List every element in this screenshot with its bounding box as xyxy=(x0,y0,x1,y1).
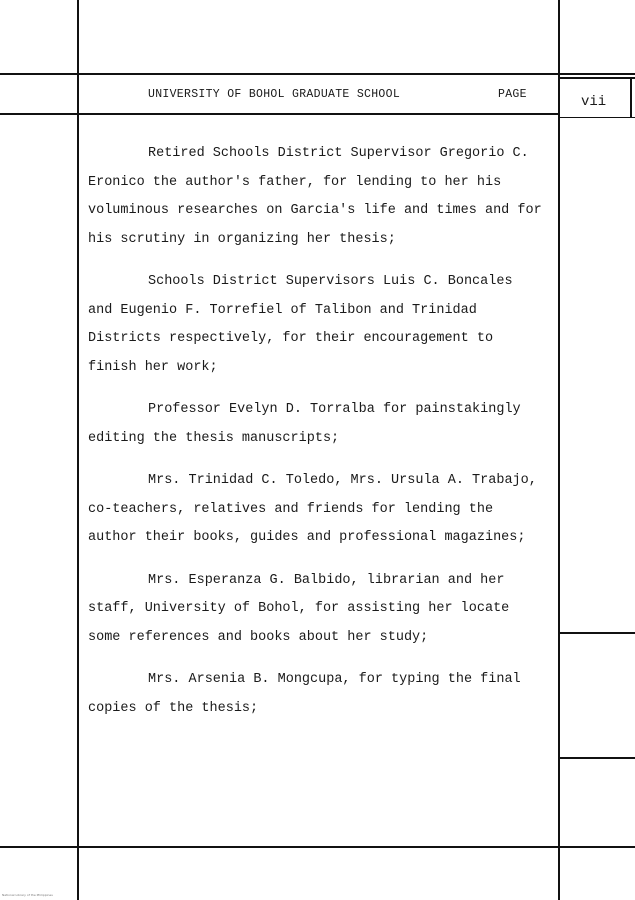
paragraph-line: finish her work; xyxy=(88,359,218,375)
acknowledgement-paragraph xyxy=(88,140,556,254)
paragraph-line: Schools District Supervisors Luis C. Boncales xyxy=(148,274,513,289)
acknowledgement-paragraph xyxy=(88,567,556,653)
acknowledgement-paragraph xyxy=(88,666,556,723)
paragraph-line: some references and books about her study; xyxy=(88,629,429,645)
paragraph-line: voluminous researches on Garcia's life and times and for xyxy=(88,203,542,218)
acknowledgement-paragraph xyxy=(88,467,556,553)
margin-tick xyxy=(560,632,635,634)
margin-tick xyxy=(560,77,635,79)
paragraph-line: and Eugenio F. Torrefiel of Talibon and Trinidad xyxy=(88,302,477,318)
paragraph-line: Mrs. Arsenia B. Mongcupa, for typing the final xyxy=(148,672,521,687)
acknowledgement-paragraph xyxy=(88,268,556,382)
acknowledgement-body xyxy=(88,140,556,737)
paragraph-line: Mrs. Esperanza G. Balbido, librarian and her xyxy=(148,572,505,588)
paragraph-line: co-teachers, relatives and friends for lending the xyxy=(88,501,494,517)
paragraph-line: copies of the thesis; xyxy=(88,700,259,716)
left-margin-rule xyxy=(77,0,79,900)
header-page-label: PAGE xyxy=(498,88,527,101)
paragraph-line: Mrs. Trinidad C. Toledo, Mrs. Ursula A. Trabajo, xyxy=(148,473,537,488)
header-top-rule xyxy=(0,73,635,75)
scanner-note: National Library of the Philippines xyxy=(2,893,53,897)
page-number: vii xyxy=(581,94,607,110)
right-margin-rule xyxy=(558,0,560,900)
paragraph-line: his scrutiny in organizing her thesis; xyxy=(88,231,396,247)
footer-rule xyxy=(0,846,560,848)
paragraph-line: Retired Schools District Supervisor Gregorio C. xyxy=(148,146,529,161)
margin-tick xyxy=(560,846,635,848)
page-number-box-edge xyxy=(630,78,632,118)
paragraph-line: Eronico the author's father, for lending to her his xyxy=(88,174,502,190)
paragraph-line: author their books, guides and professional magazines; xyxy=(88,530,526,545)
header-bottom-rule xyxy=(0,113,560,115)
margin-tick xyxy=(560,117,635,118)
paragraph-line: Districts respectively, for their encouragement to xyxy=(88,331,494,346)
paragraph-line: Professor Evelyn D. Torralba for painstakingly xyxy=(148,402,521,417)
paragraph-line: editing the thesis manuscripts; xyxy=(88,430,340,446)
paragraph-line: staff, University of Bohol, for assisting her locate xyxy=(88,601,510,616)
acknowledgement-paragraph xyxy=(88,396,556,453)
header-institution: UNIVERSITY OF BOHOL GRADUATE SCHOOL xyxy=(148,88,401,101)
margin-tick xyxy=(560,757,635,759)
